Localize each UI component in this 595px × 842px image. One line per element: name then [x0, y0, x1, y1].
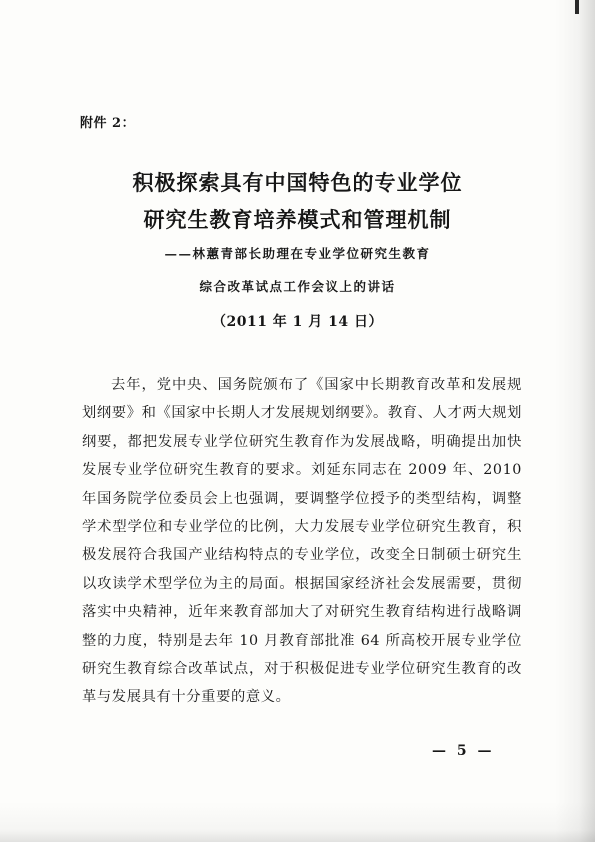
scan-edge-shadow — [555, 0, 595, 842]
subtitle-line-1: ——林蕙青部长助理在专业学位研究生教育 — [164, 246, 431, 261]
scan-mark — [575, 0, 579, 14]
speech-date: （2011 年 1 月 14 日） — [211, 314, 384, 330]
title-line-1: 积极探索具有中国特色的专业学位 — [132, 170, 463, 195]
title-line-2: 研究生教育培养模式和管理机制 — [143, 207, 452, 232]
attachment-label: 附件 2： — [80, 116, 136, 131]
scan-bottom-shadow — [0, 802, 595, 842]
page-number: — 5 — — [432, 743, 495, 759]
body-paragraph: 去年，党中央、国务院颁布了《国家中长期教育改革和发展规划纲要》和《国家中长期人才发展规划纲要》。教育、人才两大规划纲要，都把发展专业学位研究生教育作为发展战略，明确提出加快发展专业学位研究生教育的要求。刘延东同志在 2009 年、2010 年国务院学位委员会上也强调，要调整学位授予的类型结构，调整学术型学位和专业学位的比例，大力发展专业学位研究生教育，积极发展符合我国产业结构特点的专业学位，改变全日制硕士研究生以攻读学术型学位为主的局面。根据国家经济社会发展需要，贯彻落实中央精神，近年来教育部加大了对研究生教育结构进行战略调整的力度，特别是去年 10 月教育部批准 64 所高校开展专业学位研究生教育综合改革试点，对于积极促进专业学位研究生教育的改革与发展具有十分重要的意义。 — [82, 377, 522, 706]
subtitle-line-2: 综合改革试点工作会议上的讲话 — [199, 279, 396, 294]
